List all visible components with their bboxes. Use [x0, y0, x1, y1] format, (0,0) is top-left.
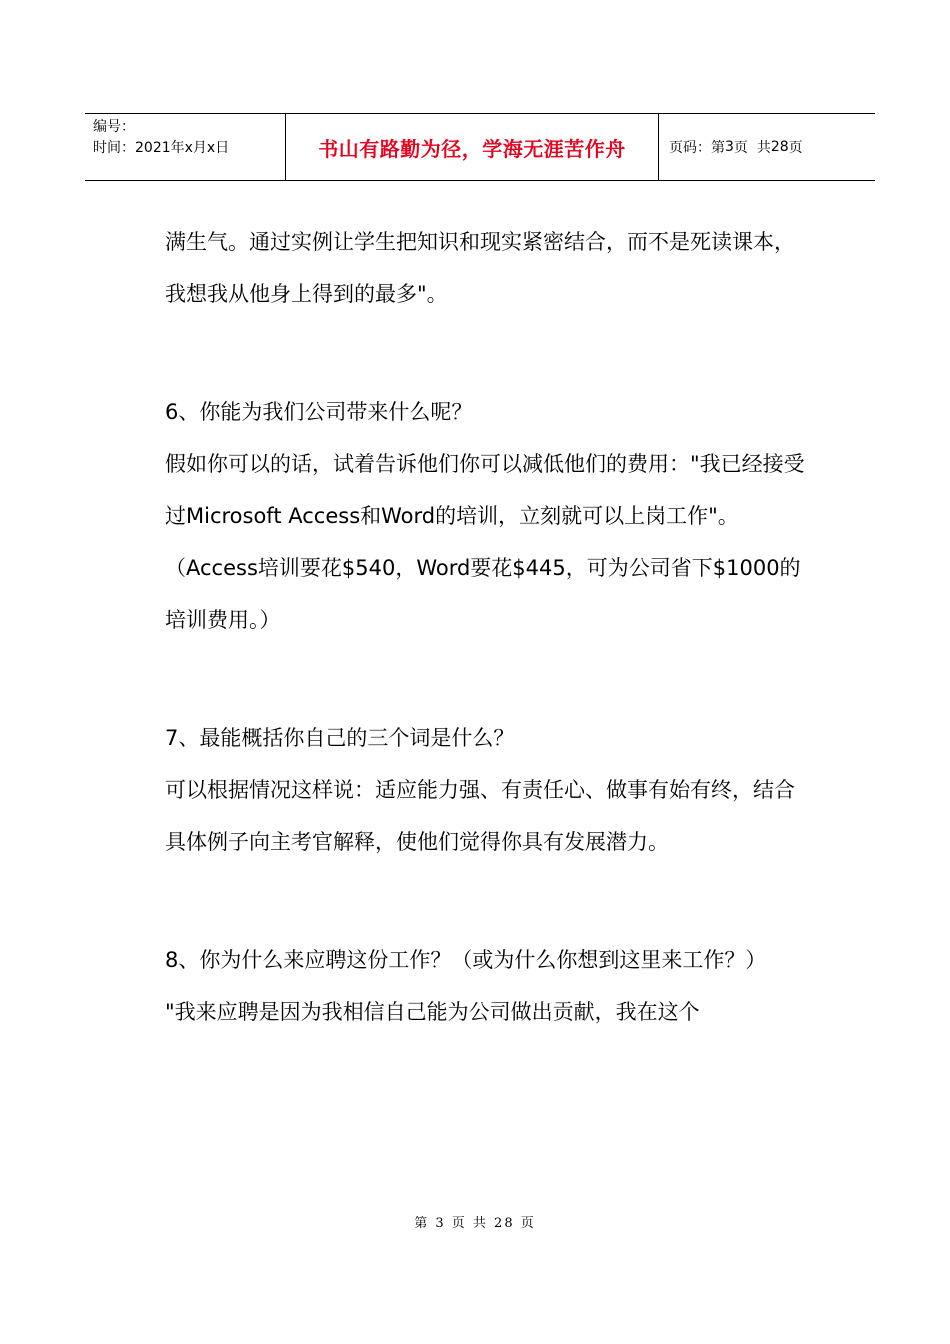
question-7: 7、最能概括你自己的三个词是什么？	[165, 726, 515, 750]
page-total: 28	[770, 139, 789, 155]
page-footer: 第 3 页 共 28 页	[414, 1216, 536, 1231]
date-line: 时间：2021年x月x日	[93, 140, 230, 156]
answer-8: "我来应聘是因为我相信自己能为公司做出贡献，我在这个	[165, 1000, 700, 1024]
paragraph-continuation: 满生气。通过实例让学生把知识和现实紧密结合，而不是死读课本，我想我从他身上得到的最多"。	[165, 230, 795, 306]
document-body	[165, 216, 805, 1038]
page-header	[85, 113, 875, 181]
header-meta	[93, 117, 283, 159]
question-8: 8、你为什么来应聘这份工作？（或为什么你想到这里来工作？）	[165, 948, 767, 972]
question-6: 6、你能为我们公司带来什么呢？	[165, 400, 473, 424]
page-mid: 页 共	[733, 140, 771, 156]
page-end: 页	[788, 140, 803, 156]
page-current: 3	[725, 139, 734, 155]
page-label: 页码：第	[669, 140, 725, 156]
answer-6: 假如你可以的话，试着告诉他们你可以减低他们的费用："我已经接受过Microsoft Access和Word的培训，立刻就可以上岗工作"。（Access培训要花$540，Word要花$445，可为公司省下$1000的培训费用。）	[165, 452, 805, 632]
header-motto: 书山有路勤为径，学海无涯苦作舟	[285, 114, 659, 180]
answer-7: 可以根据情况这样说：适应能力强、有责任心、做事有始有终，结合具体例子向主考官解释，使他们觉得你具有发展潜力。	[165, 778, 795, 854]
header-page-info	[669, 114, 803, 180]
serial-label: 编号：	[93, 119, 135, 135]
